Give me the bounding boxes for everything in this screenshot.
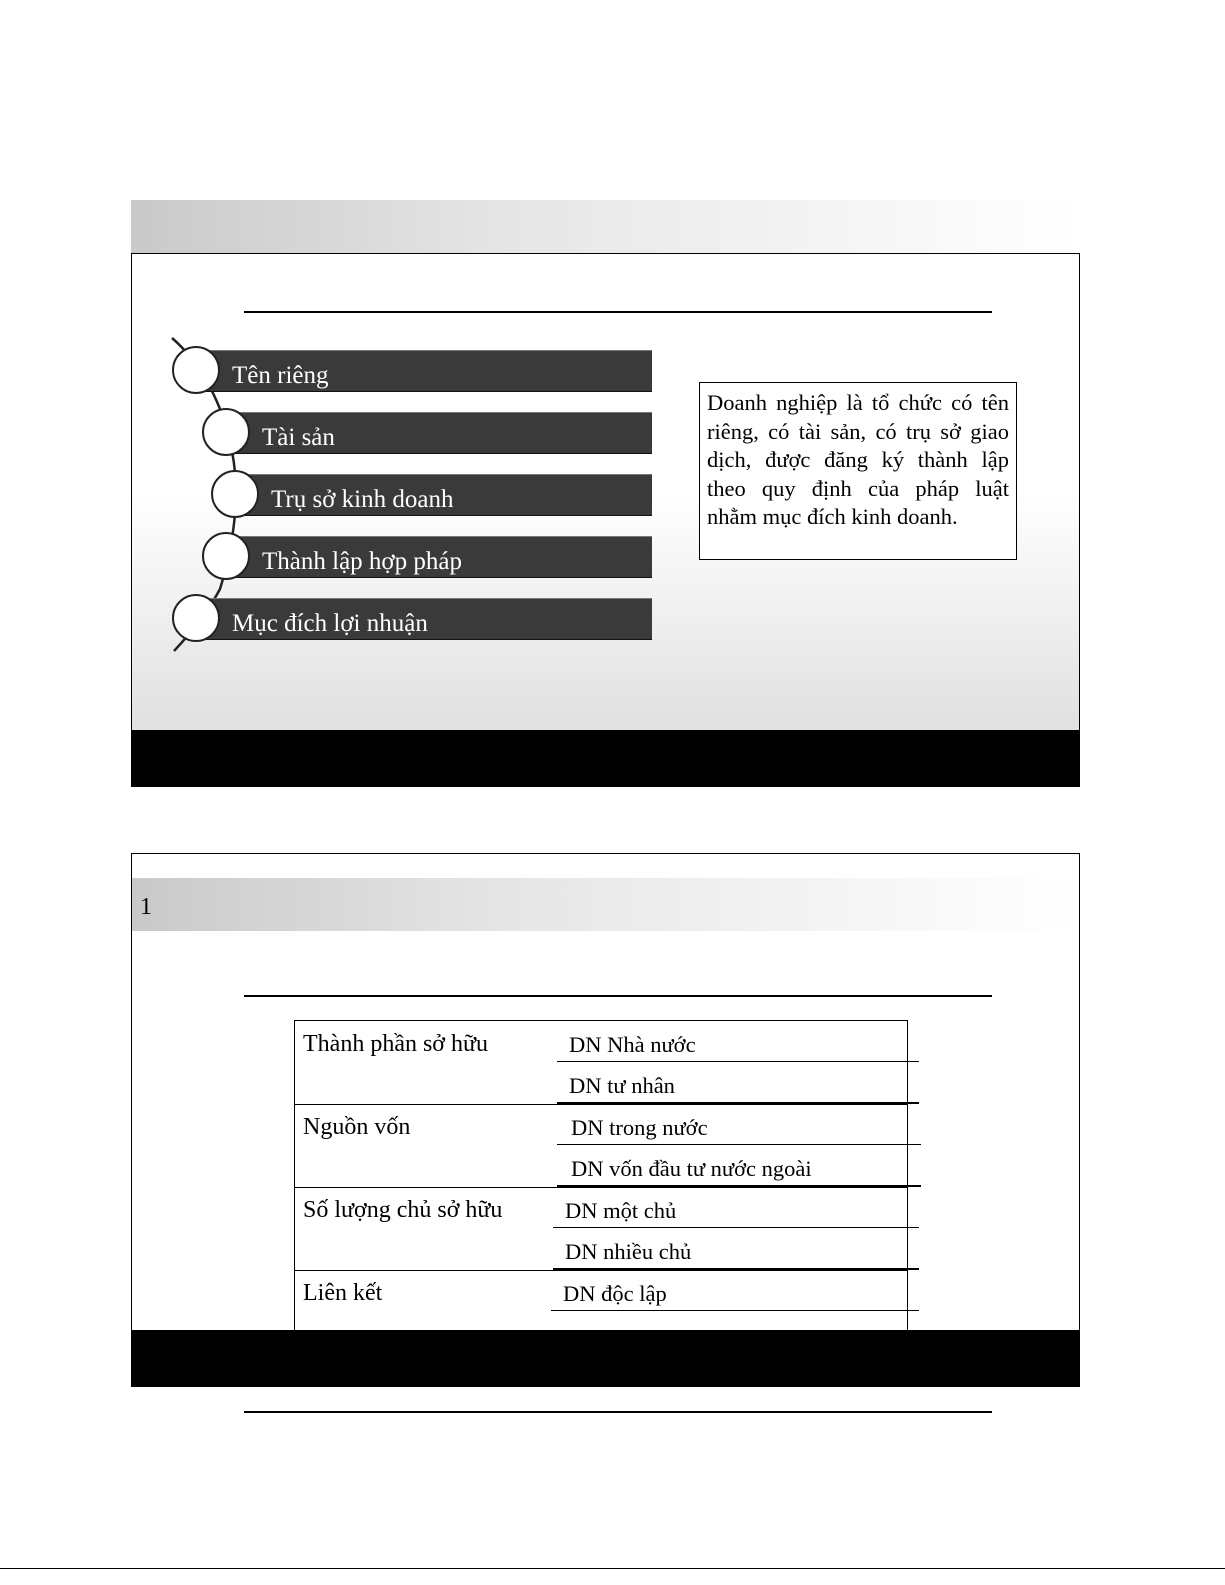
type-item (557, 1145, 921, 1187)
type-label: DN tư nhân (569, 1073, 675, 1098)
type-item (551, 1270, 919, 1311)
slide-footer-bar (132, 1330, 1079, 1386)
criterion-label: Số lượng chủ sở hữu (303, 1197, 503, 1223)
definition-box: Doanh nghiệp là tổ chức có tên riêng, có tài sản, có trụ sở giao dịch, được đăng ký thành lập theo quy định của pháp luật nhằm mục đích kinh doanh. (699, 382, 1017, 560)
bullet-circle (172, 594, 220, 642)
type-item (557, 1104, 921, 1145)
characteristic-label: Tên riêng (232, 362, 329, 389)
type-label: DN độc lập (563, 1281, 667, 1306)
criterion-label: Nguồn vốn (303, 1114, 411, 1140)
characteristic-bar-tai-san (230, 412, 652, 454)
characteristic-label: Thành lập hợp pháp (262, 548, 462, 575)
type-item (553, 1187, 919, 1228)
characteristic-label: Mục đích lợi nhuận (232, 610, 428, 637)
characteristic-bar-tru-so (238, 474, 652, 516)
slide-2 (131, 853, 1080, 1387)
criterion-label: Thành phần sở hữu (303, 1031, 489, 1057)
characteristic-label: Tài sản (262, 424, 335, 451)
bullet-circle (202, 408, 250, 456)
type-item (553, 1228, 919, 1270)
bullet-circle (211, 470, 259, 518)
characteristic-bar-ten-rieng (200, 350, 652, 392)
type-label: DN một chủ (565, 1198, 677, 1223)
bullet-circle (202, 532, 250, 580)
title-underline (244, 995, 992, 997)
bullet-circle (172, 346, 220, 394)
characteristic-bar-muc-dich (200, 598, 652, 640)
characteristic-bar-thanh-lap (230, 536, 652, 578)
type-label: DN vốn đầu tư nước ngoài (571, 1156, 812, 1181)
slide2-title-band (132, 878, 1079, 931)
slide1-title-band (131, 200, 1080, 253)
slide-number: 1 (140, 894, 152, 920)
type-label: DN nhiều chủ (565, 1239, 692, 1264)
type-label: DN trong nước (571, 1115, 708, 1140)
characteristic-label: Trụ sở kinh doanh (271, 486, 454, 513)
type-item (557, 1021, 919, 1062)
type-item (557, 1062, 919, 1104)
page-notes-rule (244, 1411, 992, 1413)
page-bottom-border (0, 1568, 1225, 1569)
slide-footer-bar (132, 730, 1079, 786)
criterion-label: Liên kết (303, 1280, 383, 1306)
type-label: DN Nhà nước (569, 1032, 696, 1057)
slide-1 (131, 253, 1080, 787)
